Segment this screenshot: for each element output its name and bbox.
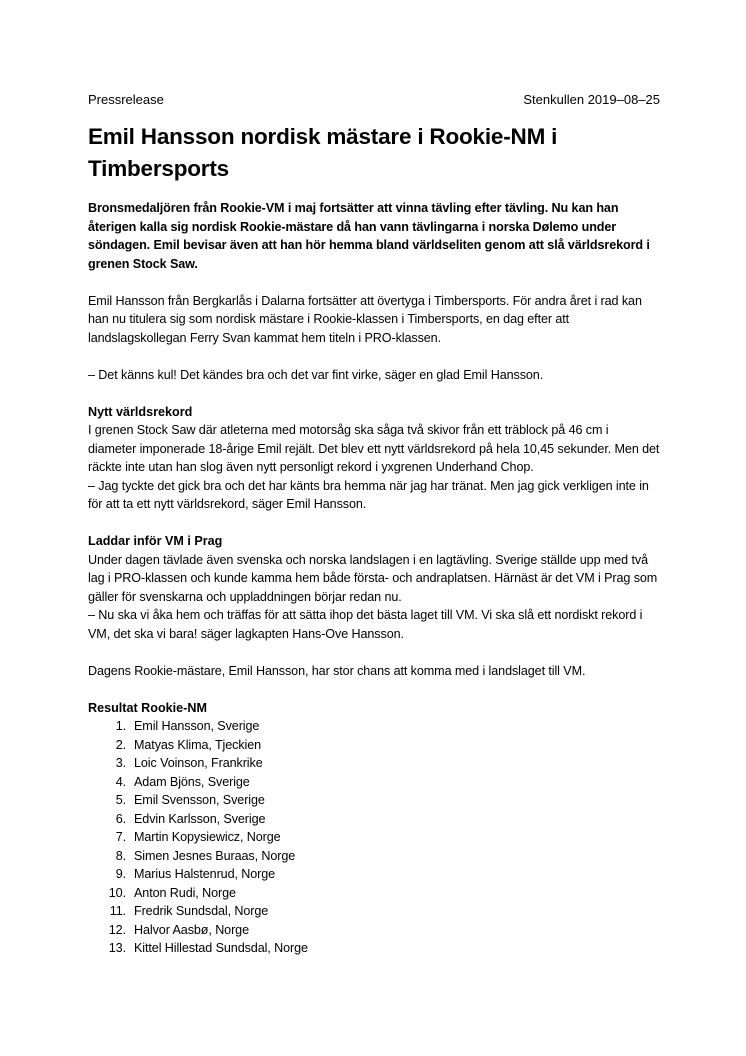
list-item-name: Matyas Klima, Tjeckien	[134, 737, 262, 752]
closing-paragraph: Dagens Rookie-mästare, Emil Hansson, har stor chans att komma med i landslaget till VM.	[88, 663, 586, 678]
list-item	[88, 847, 660, 866]
list-item-number: 10.	[108, 885, 126, 900]
page-title: Emil Hansson nordisk mästare i Rookie-NM i Timbersports	[88, 124, 558, 181]
list-item-name: Simen Jesnes Buraas, Norge	[134, 848, 296, 863]
document-type: Pressrelease	[88, 92, 164, 107]
list-item-number: 5.	[115, 793, 126, 807]
list-item	[88, 828, 660, 847]
list-item	[88, 717, 660, 736]
list-item-name: Emil Svensson, Sverige	[134, 793, 265, 807]
list-item-number: 8.	[115, 848, 126, 863]
list-item-number: 1.	[115, 719, 126, 733]
list-item-name: Martin Kopysiewicz, Norge	[134, 830, 281, 844]
list-item-number: 4.	[115, 774, 126, 789]
place-date: Stenkullen 2019–08–25	[523, 92, 660, 107]
results-list	[88, 717, 660, 958]
list-item	[88, 810, 660, 829]
list-item	[88, 791, 660, 810]
list-item-name: Fredrik Sundsdal, Norge	[134, 904, 269, 918]
list-item-name: Kittel Hillestad Sundsdal, Norge	[134, 941, 308, 955]
record-quote: – Jag tyckte det gick bra och det har känts bra hemma när jag har tränat. Men jag gick verkligen inte in för att ta ett nytt världsrekord, säger Emil Hansson.	[88, 478, 649, 511]
document-header	[88, 92, 660, 108]
list-item	[88, 921, 660, 940]
list-item-name: Marius Halstenrud, Norge	[134, 867, 276, 881]
press-release-page	[88, 92, 660, 958]
lead-paragraph: Bronsmedaljören från Rookie-VM i maj fortsätter att vinna tävling efter tävling. Nu kan han återigen kalla sig nordisk Rookie-mästare då han vann tävlingarna i norska Dølemo under söndagen. Emil bevisar även att han hör hemma bland världseliten genom att slå världsrekord i grenen Stock Saw.	[88, 201, 650, 271]
list-item-number: 13.	[108, 941, 126, 955]
record-paragraph: I grenen Stock Saw där atleterna med motorsåg ska såga två skivor från ett träblock på 46 cm i diameter imponerade 18-årige Emil rejält. Det blev ett nytt världsrekord på hela 10,45 sekunder. Men det räckte inte utan han slog även nytt personligt rekord i yxgrenen Underhand Chop.	[88, 423, 660, 474]
list-item	[88, 736, 660, 755]
list-item-name: Halvor Aasbø, Norge	[134, 922, 249, 937]
list-item	[88, 754, 660, 773]
list-item-number: 7.	[115, 830, 126, 844]
vm-quote: – Nu ska vi åka hem och träffas för att sätta ihop det bästa laget till VM. Vi ska slå ett nordiskt rekord i VM, det ska vi bara! säger lagkapten Hans-Ove Hansson.	[88, 608, 643, 641]
results-heading: Resultat Rookie-NM	[88, 700, 207, 715]
list-item	[88, 939, 660, 958]
list-item-number: 9.	[115, 867, 126, 881]
body-paragraph-intro: Emil Hansson från Bergkarlås i Dalarna fortsätter att övertyga i Timbersports. För andra året i rad kan han nu titulera sig som nordisk mästare i Rookie-klassen i Timbersports, en dag efter att landslagskollegan Ferry Svan kammat hem titeln i PRO-klassen.	[88, 293, 642, 345]
section-heading-vm: Laddar inför VM i Prag	[88, 534, 223, 548]
list-item	[88, 884, 660, 903]
list-item-name: Adam Bjöns, Sverige	[134, 774, 250, 789]
list-item-number: 11.	[109, 904, 126, 918]
list-item-name: Emil Hansson, Sverige	[134, 719, 260, 733]
list-item	[88, 865, 660, 884]
list-item-number: 2.	[115, 737, 126, 752]
list-item-name: Anton Rudi, Norge	[134, 885, 236, 900]
list-item	[88, 773, 660, 792]
list-item	[88, 902, 660, 921]
list-item-name: Edvin Karlsson, Sverige	[134, 811, 266, 826]
list-item-number: 6.	[115, 811, 126, 826]
body-paragraph-quote: – Det känns kul! Det kändes bra och det var fint virke, säger en glad Emil Hansson.	[88, 367, 544, 382]
list-item-number: 3.	[115, 756, 126, 770]
list-item-name: Loic Voinson, Frankrike	[134, 756, 263, 770]
list-item-number: 12.	[108, 922, 126, 937]
section-heading-record: Nytt världsrekord	[88, 404, 193, 419]
vm-paragraph: Under dagen tävlade även svenska och norska landslagen i en lagtävling. Sverige ställde upp med två lag i PRO-klassen och kunde kamma hem både första- och andraplatsen. Härnäst är det VM i Prag som gäller för svenskarna och uppladdningen börjar redan nu.	[88, 552, 658, 604]
